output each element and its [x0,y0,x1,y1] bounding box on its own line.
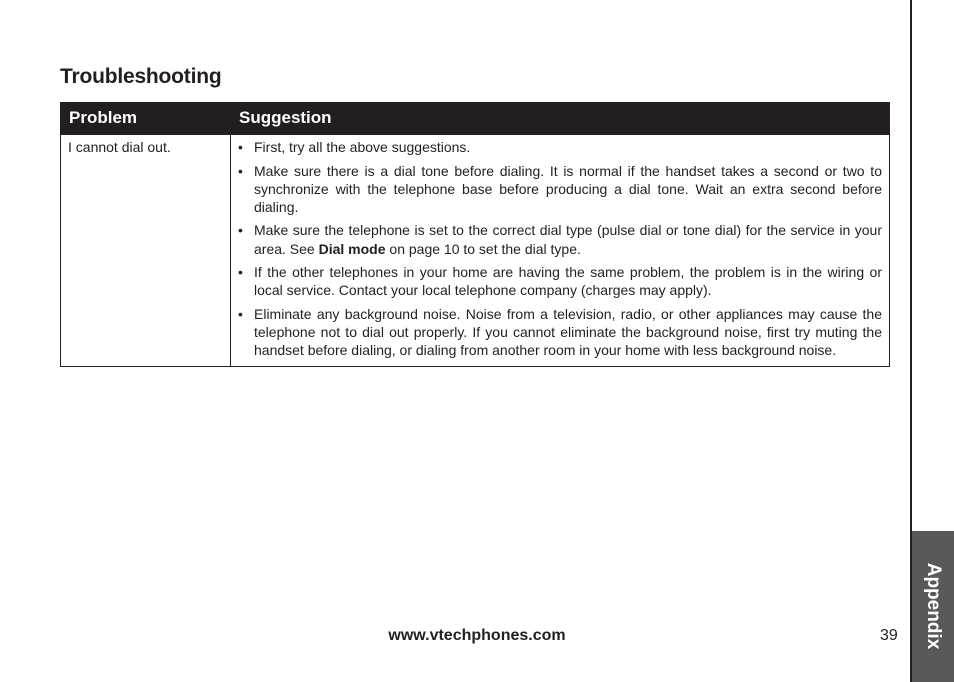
table-header-row [61,103,890,135]
troubleshooting-table [60,102,890,367]
suggestion-text: Make sure the telephone is set to the correct dial type (pulse dial or tone dial) for the service in your area. See [254,222,882,257]
section-tab [912,531,954,682]
suggestion-list [238,138,882,359]
list-item: • Make sure there is a dial tone before dialing. It is normal if the handset takes a second or two to synchronize with the telephone base before producing a dial tone. Wait an extra second before dialing. [238,162,882,217]
suggestion-column-header: Suggestion [231,103,890,135]
suggestion-text: on page 10 to set the dial type. [385,240,581,257]
problem-cell: I cannot dial out. [61,135,231,366]
table-row [61,135,890,366]
problem-column-header: Problem [61,103,231,135]
list-item: • Eliminate any background noise. Noise from a television, radio, or other appliances may cause the telephone not to dial out properly. If you cannot eliminate the background noise, first try muting the handset before dialing, or dialing from another room in your home with less background noise. [238,305,882,360]
dial-mode-reference: Dial mode [318,240,386,257]
section-tab-label: Appendix [923,562,944,650]
page-number: 39 [880,627,898,644]
list-item: • First, try all the above suggestions. [238,138,882,156]
suggestion-cell [231,135,890,366]
list-item [238,221,882,258]
list-item: • If the other telephones in your home are having the same problem, the problem is in the wiring or local service. Contact your local telephone company (charges may apply). [238,263,882,300]
footer-website: www.vtechphones.com [388,627,566,644]
page-title: Troubleshooting [60,65,222,88]
